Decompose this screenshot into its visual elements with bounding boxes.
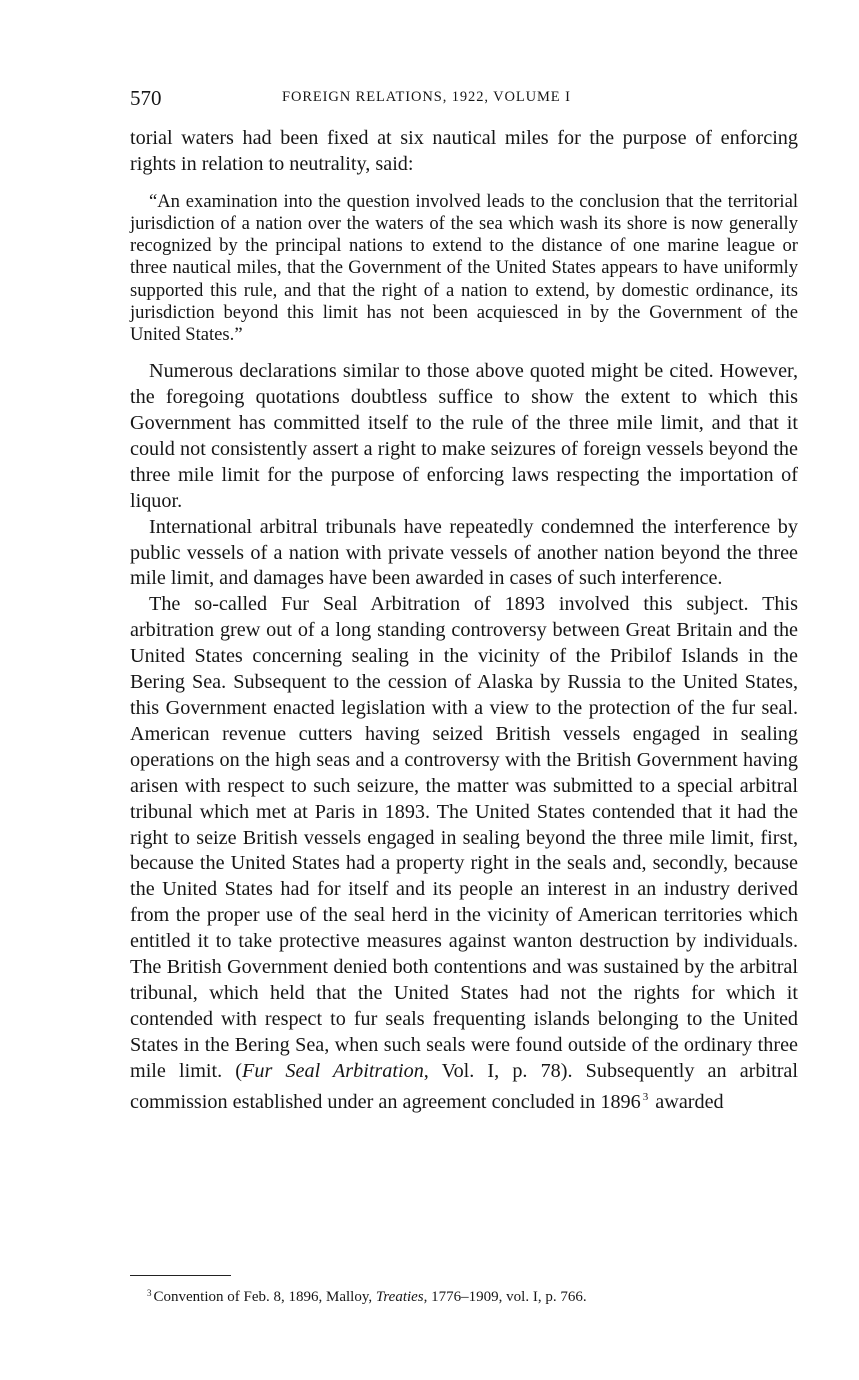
running-head: FOREIGN RELATIONS, 1922, VOLUME I — [282, 89, 571, 105]
paragraph-tribunals: International arbitral tribunals have repeatedly condemned the interference by public vessels of a nation with private vessels of another nation beyond the three mile limit, and damages have been awarded in cases of such interference. — [130, 515, 798, 590]
fur-seal-text: The so-called Fur Seal Arbitration of 1893 involved this subject. This arbitration grew out of a long standing controversy between Great Britain and the United States concerning sealing in the vicinity of the Pribilof Islands in the Bering Sea. Subsequent to the cession of Alaska by Russia to the United States, this Government enacted legislation with a view to the protection of the fur seal. American revenue cutters having seized British vessels engaged in sealing operations on the high seas and a controversy with the British Government having arisen with respect to such seizure, the matter was submitted to a special arbitral tribunal which met at Paris in 1893. The United States contended that it had the right to seize British vessels engaged in sealing beyond the three mile limit, first, because the United States had a property right in the seals and, secondly, because the United States had for itself and its people an interest in an industry derived from the proper use of the seal herd in the vicinity of American territories which entitled it to take protective measures against wanton destruction by individuals. The British Government denied both contentions and was sustained by the arbitral tribunal, which held that the United States had not the rights for which it contended with respect to fur seals frequenting islands belonging to the United States in the Bering Sea, when such seals were found outside of the ordinary three mile limit. — [130, 593, 798, 1082]
paragraph-tail: awarded — [650, 1090, 724, 1113]
footnote-rule — [130, 1275, 231, 1276]
footnote-title: Treaties — [375, 1289, 424, 1305]
body-text — [130, 126, 798, 1116]
citation-open: ( — [222, 1059, 243, 1082]
paragraph-continued: torial waters had been fixed at six nautical miles for the purpose of enforcing rights in relation to neutrality, said: — [130, 127, 798, 175]
citation-title: Fur Seal Arbitration — [242, 1059, 424, 1082]
block-quote: “An examination into the question involved leads to the conclusion that the territorial jurisdiction of a nation over the waters of the sea which wash its shore is now generally recognized by the principal nations to extend to the distance of one marine league or three nautical miles, that the Government of the United States appears to have uniformly supported this rule, and that the right of a nation to extend, by domestic ordinance, its jurisdiction beyond this limit has not been acquiesced in by the Government of the United States.” — [130, 190, 798, 346]
paragraph-fur-seal — [130, 592, 798, 1115]
footnote-text-before: Convention of Feb. 8, 1896, Malloy, — [153, 1289, 376, 1305]
footnote-marker: 3 — [147, 1288, 152, 1298]
footnote-text-after: , 1776–1909, vol. I, p. 766. — [423, 1289, 587, 1305]
footnote-reference: 3 — [642, 1090, 649, 1103]
paragraph-declarations: Numerous declarations similar to those above quoted might be cited. However, the foregoing quotations doubtless suffice to show the extent to which this Government has committed itself to the rule of the three mile limit, and that it could not consistently assert a right to make seizures of foreign vessels beyond the three mile limit for the purpose of enforcing laws respecting the importation of liquor. — [130, 360, 798, 512]
footnote — [147, 1283, 587, 1307]
page-number: 570 — [130, 86, 162, 110]
citation-rest: , Vol. I, p. 78). Subsequently an arbitral commission established under an agreement concluded in 1896 — [130, 1059, 798, 1113]
page-header — [130, 86, 798, 112]
